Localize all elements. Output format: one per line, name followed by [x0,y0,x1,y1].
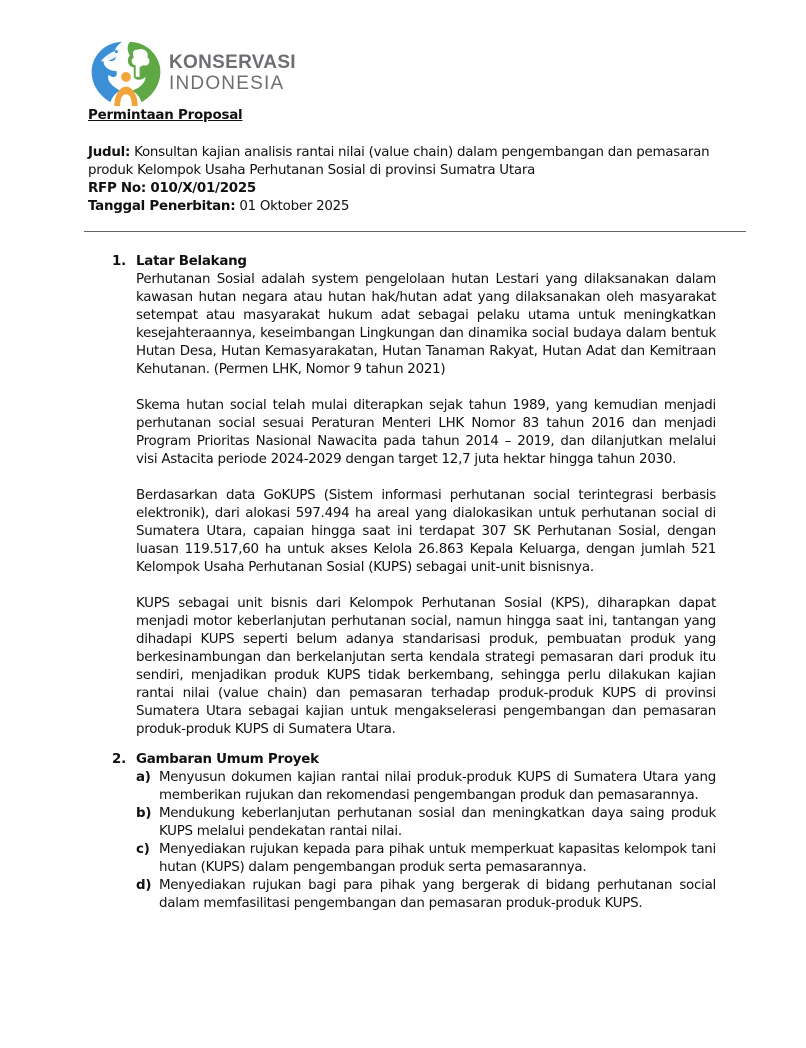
horizontal-divider [84,231,746,232]
list-item [136,841,716,877]
issue-date-line [88,198,728,216]
logo-line-2: INDONESIA [169,73,285,94]
title-line [88,144,728,180]
date-label: Tanggal Penerbitan: [88,199,236,214]
document-type-heading: Permintaan Proposal [88,108,243,123]
list-item-text: Mendukung keberlanjutan perhutanan sosial dan meningkatkan daya saing produk KUPS melalui pendekatan rantai nilai. [159,806,716,839]
rfp-number [88,180,728,198]
paragraph: Berdasarkan data GoKUPS (Sistem informasi perhutanan social terintegrasi berbasis elektronik), dari alokasi 597.494 ha areal yang dialokasikan untuk perhutanan social di Sumatera Utara, capaian hingga saat ini terdapat 307 SK Perhutanan Sosial, dengan luasan 119.517,60 ha untuk akses Kelola 26.863 Kepala Keluarga, dengan jumlah 521 Kelompok Usaha Perhutanan Sosial (KUPS) sebagai unit-unit bisnisnya. [136,488,716,575]
list-item [136,769,716,805]
logo-wordmark [169,53,296,93]
list-item-text: Menyusun dokumen kajian rantai nilai produk-produk KUPS di Sumatera Utara yang memberikan rujukan dan rekomendasi pengembangan produk dan pemasarannya. [159,770,716,803]
section-heading: Gambaran Umum Proyek [136,752,319,767]
section-number: 2. [112,752,126,767]
section-heading: Latar Belakang [136,254,247,269]
organization-logo [87,38,296,108]
paragraph: KUPS sebagai unit bisnis dari Kelompok Perhutanan Sosial (KPS), diharapkan dapat menjadi motor keberlanjutan perhutanan social, namun hingga saat ini, tantangan yang dihadapi KUPS seperti belum adanya standarisasi produk, pembuatan produk yang berkesinambungan dan berkelanjutan serta kendala strategi pemasaran dari produk itu sendiri, menjadikan produk KUPS tidak berkembang, sehingga perlu dilakukan kajian rantai nilai (value chain) dan pemasaran terhadap produk-produk KUPS di provinsi Sumatera Utara sebagai kajian untuk mengakselerasi pengembangan dan pemasaran produk-produk KUPS di Sumatera Utara. [136,596,716,737]
rfp-label: RFP No: 010/X/01/2025 [88,181,256,196]
list-item-label: d) [136,878,152,893]
title-value: Konsultan kajian analisis rantai nilai (value chain) dalam pengembangan dan pemasaran produk Kelompok Usaha Perhutanan Sosial di provinsi Sumatra Utara [88,145,710,178]
list-item-label: c) [136,842,150,857]
list-item [136,805,716,841]
list-item [136,877,716,913]
section-gambaran-umum-proyek [112,751,716,913]
list-item-text: Menyediakan rujukan kepada para pihak untuk memperkuat kapasitas kelompok tani hutan (KUPS) dalam pengembangan produk serta pemasarannya. [159,842,716,875]
konservasi-indonesia-logo-icon [87,38,165,108]
objectives-list [136,769,716,913]
document-meta [88,144,728,216]
list-item-text: Menyediakan rujukan bagi para pihak yang bergerak di bidang perhutanan social dalam memfasilitasi pengembangan dan pemasaran produk-produk KUPS. [159,878,716,911]
logo-line-1: KONSERVASI [169,52,296,73]
section-latar-belakang [112,253,716,739]
list-item-label: a) [136,770,151,785]
paragraph: Perhutanan Sosial adalah system pengelolaan hutan Lestari yang dilaksanakan dalam kawasan hutan negara atau hutan hak/hutan adat yang dilaksanakan oleh masyarakat setempat atau masyarakat hukum adat sebagai pelaku utama untuk meningkatkan kesejahteraannya, keseimbangan Lingkungan dan dinamika social budaya dalam bentuk Hutan Desa, Hutan Kemasyarakatan, Hutan Tanaman Rakyat, Hutan Adat dan Kemitraan Kehutanan. (Permen LHK, Nomor 9 tahun 2021) [136,272,716,377]
paragraph: Skema hutan social telah mulai diterapkan sejak tahun 1989, yang kemudian menjadi perhutanan social sesuai Peraturan Menteri LHK Nomor 83 tahun 2016 dan menjadi Program Prioritas Nasional Nawacita pada tahun 2014 – 2019, dan dilanjutkan melalui visi Astacita periode 2024-2029 dengan target 12,7 juta hektar hingga tahun 2030. [136,398,716,467]
date-value: 01 Oktober 2025 [235,199,350,214]
title-label: Judul: [88,145,131,160]
list-item-label: b) [136,806,152,821]
section-number: 1. [112,254,126,269]
